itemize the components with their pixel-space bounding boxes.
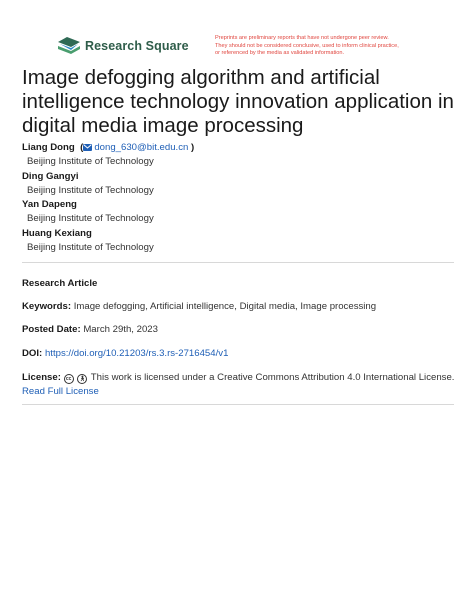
email-link[interactable]: dong_630@bit.edu.cn xyxy=(94,142,189,153)
disclaimer-line: Preprints are preliminary reports that have not undergone peer review. xyxy=(215,35,389,41)
keywords xyxy=(22,301,462,312)
author-affiliation: Beijing Institute of Technology xyxy=(27,184,154,196)
disclaimer-line: or referenced by the media as validated information. xyxy=(215,50,345,56)
research-square-logo-icon xyxy=(58,37,80,54)
creative-commons-icon: cc xyxy=(64,374,74,384)
license-label: License: xyxy=(22,372,61,383)
author-affiliation: Beijing Institute of Technology xyxy=(27,213,154,224)
article-type-label: Research Article xyxy=(22,278,98,289)
author-entry xyxy=(22,199,452,228)
doi-link[interactable]: https://doi.org/10.21203/rs.3.rs-2716454/v1 xyxy=(44,348,229,359)
divider xyxy=(22,404,454,405)
disclaimer-line: They should not be considered conclusive, used to inform clinical practice, xyxy=(215,42,399,49)
author-email: ( dong_630@bit.edu.cn ) xyxy=(77,142,195,153)
author-affiliation: Beijing Institute of Technology xyxy=(27,156,154,167)
keywords-label: Keywords: xyxy=(22,301,72,312)
author-affiliation: Beijing Institute of Technology xyxy=(27,241,154,253)
author-name: Ding Gangyi xyxy=(22,170,79,182)
license xyxy=(22,371,462,399)
doi-label: DOI: xyxy=(22,348,43,359)
keywords-value: Image defogging, Artificial intelligence, Digital media, Image processing xyxy=(73,301,377,312)
attribution-icon: 🚶︎ xyxy=(79,376,86,382)
author-entry xyxy=(22,142,452,171)
divider xyxy=(22,262,454,263)
author-name: Liang Dong xyxy=(22,142,75,153)
posted-date-value: March 29th, 2023 xyxy=(83,324,158,335)
header xyxy=(0,0,474,62)
author-entry xyxy=(22,228,452,257)
author-entry xyxy=(22,171,452,200)
preprint-disclaimer xyxy=(215,35,445,58)
research-square-logo[interactable] xyxy=(58,37,189,54)
author-list xyxy=(22,142,452,256)
author-name: Yan Dapeng xyxy=(22,199,77,210)
author-name: Huang Kexiang xyxy=(22,227,92,239)
email-icon xyxy=(83,144,92,151)
license-text: This work is licensed under a Creative Commons Attribution 4.0 International License. xyxy=(90,372,455,383)
doi xyxy=(22,348,462,359)
paper-title: Image defogging algorithm and artificial intelligence technology innovation application in digital media image processing xyxy=(22,66,454,137)
article-type xyxy=(22,278,462,289)
posted-date-label: Posted Date: xyxy=(22,324,81,335)
posted-date xyxy=(22,324,462,335)
logo-text: Research Square xyxy=(85,38,189,53)
read-full-license-link[interactable]: Read Full License xyxy=(22,386,99,397)
